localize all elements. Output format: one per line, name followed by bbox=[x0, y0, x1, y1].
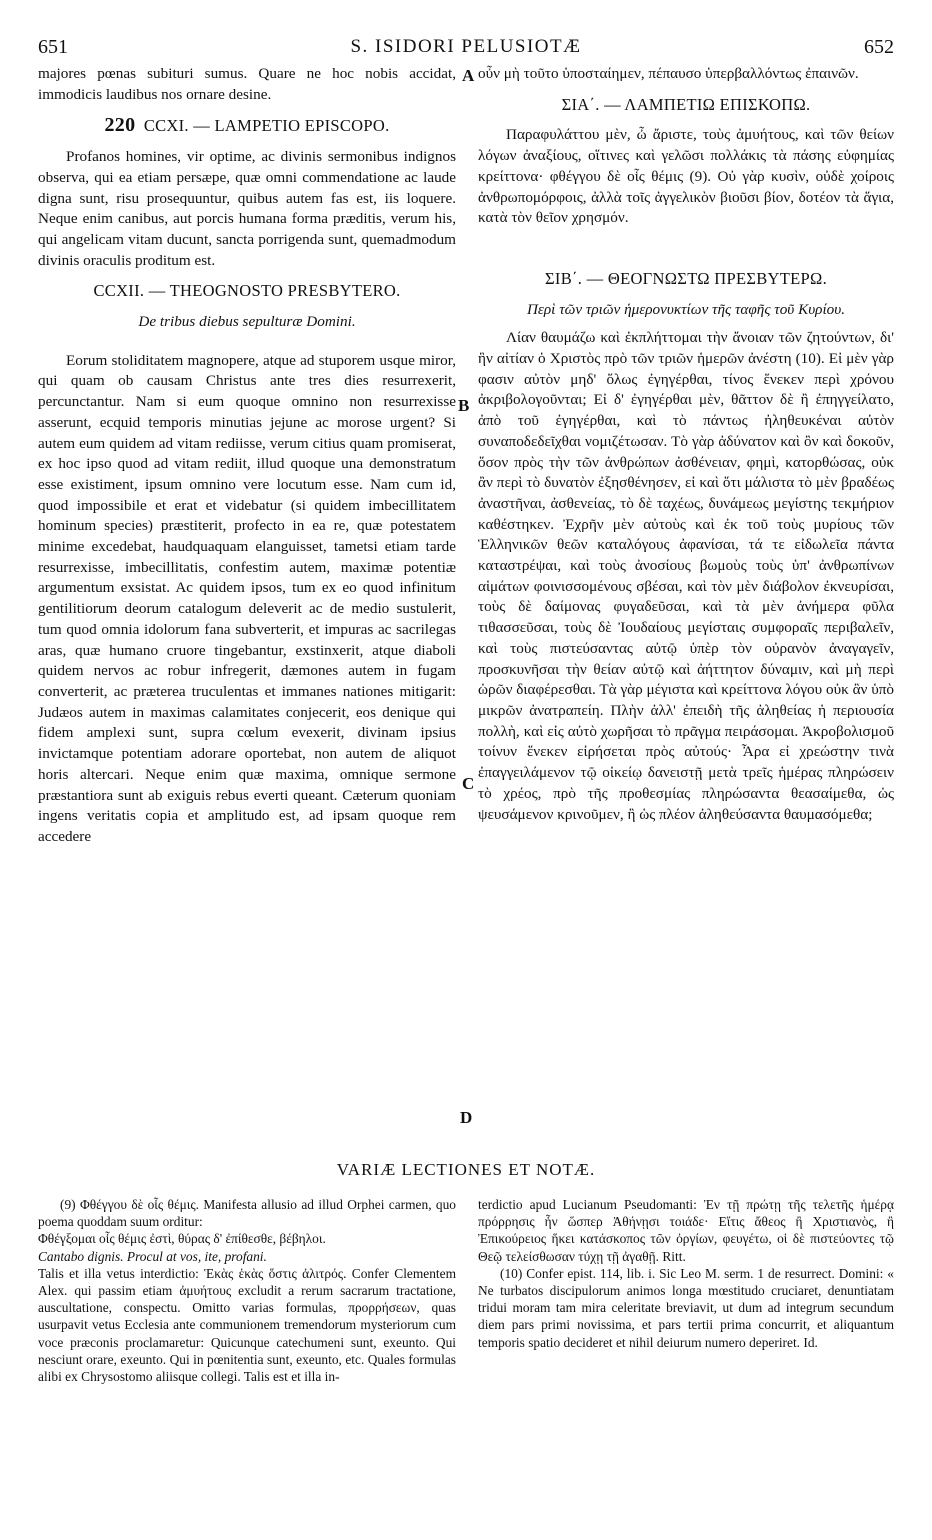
latin-heading-text: CCXI. — LAMPETIO EPISCOPO. bbox=[143, 116, 390, 136]
greek-letter-heading-sia: ΣΙΑ΄. — ΛΑΜΠΕΤΙΩ ΕΠΙΣΚΟΠΩ. bbox=[561, 94, 811, 114]
note-9-greek-verse: Φθέγξομαι οἷς θέμις ἐστὶ, θύρας δ' ἐπίθεσθε, βέβηλοι. bbox=[38, 1231, 326, 1247]
margin-letter-b: B bbox=[458, 396, 470, 415]
note-9-end: terdictio apud Lucianum Pseudomanti: Ἐν τῇ πρώτῃ τῆς τελετῆς ἡμέρᾳ πρόρρησις ἦν ὥσπερ Ἀθήνῃσι τοιάδε· Εἴτις ἄθεος ἢ Χριστιανὸς, ἢ Ἐπικούρειος ἥκει κατάσκοπος τῶν ὀργίων, φευγέτω, οἱ δὲ πιστεύοντες τῷ Θεῷ τελείσθωσαν τύχῃ τῇ ἀγαθῇ. Ritt. bbox=[478, 1197, 894, 1264]
notes-right-column bbox=[478, 1196, 894, 1351]
note-9-continued: Talis et illa vetus interdictio: Ἑκὰς ἑκὰς ὅστις ἀλιτρός. Confer Clementem Alex. qui passim etiam ἀμυήτους excludit a rerum sacrarum tractatione, auscultatione, conspectu. Omitto varias formulas, προρρήσεων, quas usurpavit vetus Ecclesia ante communionem tremendorum mysteriorum cum voce præconis proclamaretur: Quicunque catechumeni sunt, exeunto. Qui nesciunt orare, exeunto. Qui in pœnitentia sunt, exeunto, etc. Quales formulas alibi ex Chrysostomo aliisque collegi. Talis est et illa in- bbox=[38, 1265, 456, 1385]
note-9-latin-verse: Cantabo dignis. Procul at vos, ite, profani. bbox=[38, 1248, 267, 1264]
latin-letter-body-ccxii: Eorum stoliditatem magnopere, atque ad stuporem usque miror, qui quam ob causam Christus ante tres dies resurrexerit, percunctantur. Nam si eum quoque omnino non resurrexisse asserunt, ecquid temporis minutias jejune ac morose urgent? Si autem eum quidem ad vitam rediisse, verum citius quam promiserat, ex hoc ipso quod ad vitam rediit, illud quoque una demonstratum esse existiment, ipsum omnino vere locutum esse. Nam cum id, quod impossibile et erat et videbatur (si quidem imbecillitatem hominum species) præstiterit, profecto in ea re, quæ potestatem minime excedebat, haudquaquam elanguisset, tametsi etiam tarde resurrexisse, imbecillitatis, confestim autem, maximæ potentiæ argumentum exsistat. Ac quidem ipsos, tum ex eo quod infinitum gentilitiorum deorum catalogum deleverit ac de medio sustulerit, tum quod omnia idolorum fana subverterit, et impuras ac sacrilegas aras, quæ humano cruore tingebantur, exstinxerit, atque diaboli quidem nervos ac robur infregerit, dæmones autem in fugam converterit, ac præterea truculentas et immanes nationes mitigarit: Judæos autem in maximas calamitates conjecerit, eos denique qui fidem amplexi sunt, supra cœlum evexerit, divinam ipsius invictamque potentiam adorare oportebat, non autem de aliquot horis altercari. Neque enim quæ maxima, omnique sermone præstantiora sunt ab exiguis rebus everti queant. Cæterum quoniam ingens veritatis copia et amplitudo est, ad ipsam quoque rem accedere bbox=[38, 351, 456, 845]
running-header bbox=[38, 36, 894, 60]
latin-column bbox=[38, 64, 456, 848]
margin-letter-a: A bbox=[462, 66, 475, 85]
notes-left-column bbox=[38, 1196, 456, 1385]
greek-column bbox=[478, 64, 894, 825]
greek-letter-subtitle: Περὶ τῶν τριῶν ἡμερονυκτίων τῆς ταφῆς τοῦ Κυρίου. bbox=[526, 300, 846, 318]
notes-title: VARIÆ LECTIONES ET NOTÆ. bbox=[336, 1160, 596, 1179]
latin-intro: majores pœnas subituri sumus. Quare ne hoc nobis accidat, immodicis laudibus nos ornare desine. bbox=[38, 65, 456, 103]
latin-letter-subtitle: De tribus diebus sepulturæ Domini. bbox=[138, 313, 356, 331]
section-number: 220 bbox=[104, 114, 136, 137]
page-number-right: 652 bbox=[864, 36, 894, 58]
greek-letter-body-sib: Λίαν θαυμάζω καὶ ἐκπλήττομαι τὴν ἄνοιαν τῶν ζητούντων, δι' ἣν αἰτίαν ὁ Χριστὸς πρὸ τῶν τριῶν ἡμερῶν ἀνέστη (10). Εἰ μὲν γὰρ φασιν αὐτὸν μηδ' ὅλως ἐγηγέρθαι, τίνος ἕνεκεν περὶ χρόνου ἀκριβολογοῦνται; Εἰ δ' ἐγηγέρθαι μὲν, θᾶττον δὲ ἢ ἐπηγγείλατο, ἀπὸ τοῦ ἐγηγέρθαι, καὶ τὸ πάντως ἠληθευκέναι αὐτὸν συναποδεδεῖχθαι νομιζέτωσαν. Τὸ γὰρ ἀδύνατον καὶ ὂν καὶ δοκοῦν, ὅσον πρὸς τὴν τῶν ἀνθρώπων ἀσθένειαν, φημὶ, κατορθώσας, οὐκ ἂν περὶ τὸ δυνατὸν ἐξησθένησεν, εἰ καὶ ὅτι μάλιστα τὸ μὲν βραδέως ἀναστῆναι, ἀσθενείας, τὸ δὲ ταχέως, δυνάμεως μεγίστης τεκμήριον καθέστηκεν. Ἐχρῆν μὲν αὐτοὺς καὶ ἐκ τοῦ τοὺς μυρίους τῶν Ἑλληνικῶν θεῶν καταλόγους ἀφανίσαι, τά τε εἰδωλεῖα πάντα καταστρέψαι, καὶ τοὺς ἀνοσίους βωμοὺς τοὺς ὑπ' ἀνθρωπίνων αἱμάτων φοινισσομένους σβέσαι, καὶ τὸν μὲν διάβολον ἐκνευρίσαι, τοὺς δὲ δαίμονας φυγαδεῦσαι, καὶ τὰ μὲν ἀνήμερα φῦλα τιθασσεῦσαι, τοὺς δὲ Ἰουδαίους μεγίσταις συμφοραῖς περιβαλεῖν, καὶ τοὺς πιστεύσαντας αὐτῷ ὑπὲρ τὸν οὐρανὸν ἀναγαγεῖν, προσκυνῆσαι τὴν θείαν αὐτῷ καὶ ἀήττητον δύναμιν, καὶ μὴ περὶ ὡρῶν διαφέρεσθαι. Τὰ γὰρ μέγιστα καὶ κρείττονα λόγου οὐκ ἂν ὑπὸ μικρῶν ἀνατραπείη. Πλὴν ἀλλ' ἐπειδὴ τῆς ἀληθείας ἡ περιουσία πολλὴ, καὶ εἰς αὐτὸ χωρῆσαι τὸ πρᾶγμα πειράσομαι. Ἀκροβολισμοῦ τοίνυν ἕνεκεν εἰρήσεται πρὸς αὐτούς· Ἆρα εἰ χρεώστην τινὰ ἐπαγγειλάμενον τῷ οἰκείῳ δανειστῇ μετὰ τρεῖς ἡμέρας πληρώσειν τὸ χρέος, πρὸ τῆς προθεσμίας πληρώσαντα θεασαίμεθα, ὡς ψευσάμενον κρινοῦμεν, ἢ ὡς πλέον ἀληθεύσαντα θαυμασόμεθα; bbox=[478, 329, 894, 823]
margin-letter-c: C bbox=[462, 774, 475, 793]
latin-letter-body-ccxi: Profanos homines, vir optime, ac divinis sermonibus indignos observa, qui ea etiam persæpe, quæ omni commendatione ac laude digna sunt, risu prosequuntur, quibus autem fas est, iis loquere. Neque enim canibus, aut porcis humana forma præditis, verum his, qui angelicam vitam ducunt, sancta porrigenda sunt, quemadmodum divinis oraculis proditum est. bbox=[38, 148, 456, 269]
note-10: (10) Confer epist. 114, lib. i. Sic Leo M. serm. 1 de resurrect. Domini: « Ne turbatos discipulorum animos longa mœstitudo cruciaret, denuntiatam tridui moram tam mira celeritate breviavit, ut dum ad integrum secundum diem pars primi novissima, et pars tertii prima concurrit, et aliquantum temporis spatio decideret et nihil deiurum numero deperiret. Id. bbox=[478, 1265, 894, 1350]
margin-letter-d: D bbox=[460, 1108, 473, 1127]
greek-letter-heading-sib: ΣΙΒ΄. — ΘΕΟΓΝΩΣΤΩ ΠΡΕΣΒΥΤΕΡΩ. bbox=[545, 268, 827, 288]
running-title: S. ISIDORI PELUSIOTÆ bbox=[350, 36, 582, 57]
greek-intro: οὖν μὴ τοῦτο ὑποσταίημεν, πέπαυσο ὑπερβαλλόντως ἐπαινῶν. bbox=[478, 65, 859, 82]
page-number-left: 651 bbox=[38, 36, 68, 58]
latin-letter-heading-ccxii: CCXII. — THEOGNOSTO PRESBYTERO. bbox=[93, 281, 401, 301]
latin-letter-heading-ccxi bbox=[38, 115, 456, 137]
note-9: (9) Φθέγγου δὲ οἷς θέμις. Manifesta allusio ad illud Orphei carmen, quo poema quoddam suum orditur: bbox=[38, 1197, 456, 1230]
greek-letter-body-sia: Παραφυλάττου μὲν, ὦ ἄριστε, τοὺς ἀμυήτους, καὶ τῶν θείων λόγων ἀναξίους, οἵτινες καὶ γελῶσι πολλάκις τὰ πάσης εὐφημίας κρείττονα· φθέγγου δὲ οἷς θέμις (9). Οὐ γὰρ κυσὶν, οὐδὲ χοίροις ἀνθρωπομόρφοις, ἀλλὰ τοῖς ἀγγελικὸν βιοῦσι βίον, δοτέον τὰ ἅγια, κατὰ τὸν θεῖον χρησμόν. bbox=[478, 126, 894, 227]
